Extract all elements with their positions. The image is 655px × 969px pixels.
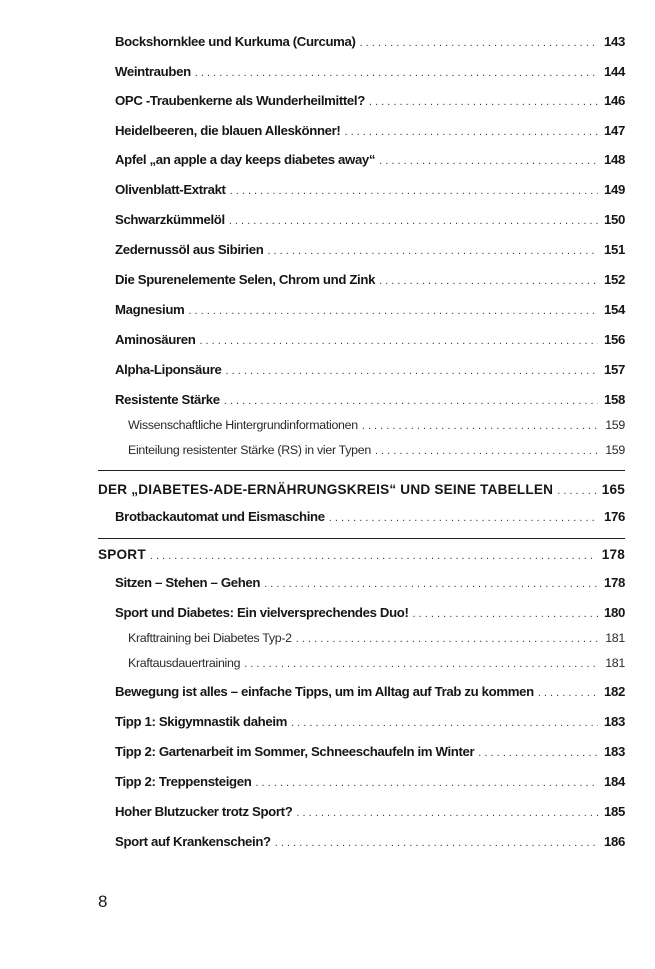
dot-leader bbox=[199, 331, 598, 351]
toc-entry bbox=[115, 742, 625, 762]
toc-entry-page: 156 bbox=[604, 332, 625, 347]
toc-entry-page: 178 bbox=[604, 575, 625, 590]
toc-entry-page: 176 bbox=[604, 509, 625, 524]
toc-entry bbox=[115, 330, 625, 350]
toc-entry-page: 181 bbox=[605, 631, 625, 645]
dot-leader bbox=[557, 481, 596, 501]
toc-entry-page: 184 bbox=[604, 774, 625, 789]
toc-entry-title: Olivenblatt-Extrakt bbox=[115, 182, 226, 197]
page-number: 8 bbox=[98, 892, 108, 911]
dot-leader bbox=[413, 604, 599, 624]
dot-leader bbox=[291, 713, 598, 733]
toc-entry-page: 151 bbox=[604, 242, 625, 257]
toc-subentry bbox=[128, 628, 625, 648]
toc-subentry bbox=[128, 653, 625, 673]
toc-entry-title: Tipp 1: Skigymnastik daheim bbox=[115, 714, 288, 729]
toc-entry bbox=[115, 32, 625, 52]
toc-entry-title: Bockshornklee und Kurkuma (Curcuma) bbox=[115, 34, 356, 49]
toc-entry-page: 159 bbox=[605, 418, 625, 432]
toc-entry-page: 181 bbox=[605, 656, 625, 670]
toc-entry-page: 157 bbox=[604, 362, 625, 377]
toc-entry-title: Sport auf Krankenschein? bbox=[115, 834, 271, 849]
dot-leader bbox=[224, 391, 598, 411]
dot-leader bbox=[379, 271, 598, 291]
toc-entry bbox=[115, 390, 625, 410]
toc-entry bbox=[115, 91, 625, 111]
toc-entry bbox=[115, 832, 625, 852]
dot-leader bbox=[267, 241, 598, 261]
toc-entry-title: Schwarzkümmelöl bbox=[115, 212, 225, 227]
toc-entry-page: 185 bbox=[604, 804, 625, 819]
toc-entry-title: Wissenschaftliche Hintergrundinformationen bbox=[128, 418, 358, 432]
toc-entry bbox=[115, 210, 625, 230]
dot-leader bbox=[244, 654, 599, 674]
dot-leader bbox=[296, 803, 598, 823]
toc-entry-page: 147 bbox=[604, 123, 625, 138]
toc-entry-title: Apfel „an apple a day keeps diabetes away“ bbox=[115, 152, 376, 167]
toc-entry-page: 158 bbox=[604, 392, 625, 407]
toc-entry-title: Resistente Stärke bbox=[115, 392, 220, 407]
toc-entry-title: Die Spurenelemente Selen, Chrom und Zink bbox=[115, 272, 376, 287]
section-divider bbox=[98, 538, 625, 539]
dot-leader bbox=[264, 574, 598, 594]
toc-entry-page: 154 bbox=[604, 302, 625, 317]
toc-entry bbox=[115, 507, 625, 527]
toc-entry bbox=[115, 360, 625, 380]
toc-entry-title: Magnesium bbox=[115, 302, 185, 317]
toc-chapter-title: DER „DIABETES-ADE-ERNÄHRUNGSKREIS“ UND SEINE TABELLEN bbox=[98, 482, 554, 497]
toc-entry-title: OPC -Traubenkerne als Wunderheilmittel? bbox=[115, 93, 365, 108]
dot-leader bbox=[188, 301, 598, 321]
toc-subentry bbox=[128, 440, 625, 460]
dot-leader bbox=[255, 773, 598, 793]
dot-leader bbox=[150, 546, 596, 566]
dot-leader bbox=[379, 151, 598, 171]
toc-entry-page: 152 bbox=[604, 272, 625, 287]
toc-entry bbox=[115, 180, 625, 200]
toc-entry bbox=[115, 802, 625, 822]
dot-leader bbox=[226, 361, 599, 381]
toc-entry-page: 182 bbox=[604, 684, 625, 699]
toc-subentry bbox=[128, 415, 625, 435]
toc-entry bbox=[115, 603, 625, 623]
dot-leader bbox=[478, 743, 598, 763]
toc-entry bbox=[115, 121, 625, 141]
toc-entry-page: 183 bbox=[604, 744, 625, 759]
toc-entry-title: Zedernussöl aus Sibirien bbox=[115, 242, 264, 257]
toc-entry bbox=[115, 682, 625, 702]
toc-entry-page: 150 bbox=[604, 212, 625, 227]
dot-leader bbox=[344, 122, 598, 142]
dot-leader bbox=[275, 833, 598, 853]
dot-leader bbox=[230, 181, 598, 201]
toc-entry-title: Heidelbeeren, die blauen Alleskönner! bbox=[115, 123, 341, 138]
toc-chapter bbox=[98, 480, 625, 500]
toc-entry-page: 143 bbox=[604, 34, 625, 49]
toc-entry-page: 146 bbox=[604, 93, 625, 108]
toc-entry-page: 148 bbox=[604, 152, 625, 167]
toc-entry-title: Krafttraining bei Diabetes Typ-2 bbox=[128, 631, 292, 645]
toc-entry bbox=[115, 300, 625, 320]
toc-entry-title: Bewegung ist alles – einfache Tipps, um im Alltag auf Trab zu kommen bbox=[115, 684, 534, 699]
toc-entry-page: 149 bbox=[604, 182, 625, 197]
dot-leader bbox=[229, 211, 598, 231]
toc-entry bbox=[115, 573, 625, 593]
toc-entry-title: Alpha-Liponsäure bbox=[115, 362, 222, 377]
toc-entry bbox=[115, 62, 625, 82]
dot-leader bbox=[195, 63, 598, 83]
toc-entry bbox=[115, 240, 625, 260]
toc-entry-page: 186 bbox=[604, 834, 625, 849]
toc-entry-page: 180 bbox=[604, 605, 625, 620]
dot-leader bbox=[362, 416, 599, 436]
toc-entry bbox=[115, 712, 625, 732]
toc-entry bbox=[115, 270, 625, 290]
toc-entry-page: 159 bbox=[605, 443, 625, 457]
toc-entry bbox=[115, 150, 625, 170]
toc-chapter bbox=[98, 545, 625, 565]
dot-leader bbox=[296, 629, 599, 649]
dot-leader bbox=[329, 508, 598, 528]
dot-leader bbox=[538, 683, 598, 703]
toc-entry-title: Tipp 2: Treppensteigen bbox=[115, 774, 252, 789]
toc-entry-page: 144 bbox=[604, 64, 625, 79]
toc-entry-title: Weintrauben bbox=[115, 64, 191, 79]
toc-entry-title: Sport und Diabetes: Ein vielversprechendes Duo! bbox=[115, 605, 409, 620]
dot-leader bbox=[360, 33, 598, 53]
toc-entry-page: 165 bbox=[601, 482, 625, 497]
toc-chapter-title: SPORT bbox=[98, 547, 146, 562]
section-divider bbox=[98, 470, 625, 471]
toc-entry-page: 183 bbox=[604, 714, 625, 729]
dot-leader bbox=[375, 441, 599, 461]
toc-entry-title: Einteilung resistenter Stärke (RS) in vier Typen bbox=[128, 443, 371, 457]
toc-entry bbox=[115, 772, 625, 792]
toc-entry-title: Sitzen – Stehen – Gehen bbox=[115, 575, 261, 590]
toc-entry-title: Kraftausdauertraining bbox=[128, 656, 241, 670]
toc-entry-title: Aminosäuren bbox=[115, 332, 196, 347]
toc-entry-title: Brotbackautomat und Eismaschine bbox=[115, 509, 325, 524]
toc-entry-title: Hoher Blutzucker trotz Sport? bbox=[115, 804, 293, 819]
toc-entry-page: 178 bbox=[601, 547, 625, 562]
toc-entry-title: Tipp 2: Gartenarbeit im Sommer, Schneeschaufeln im Winter bbox=[115, 744, 475, 759]
dot-leader bbox=[369, 92, 598, 112]
